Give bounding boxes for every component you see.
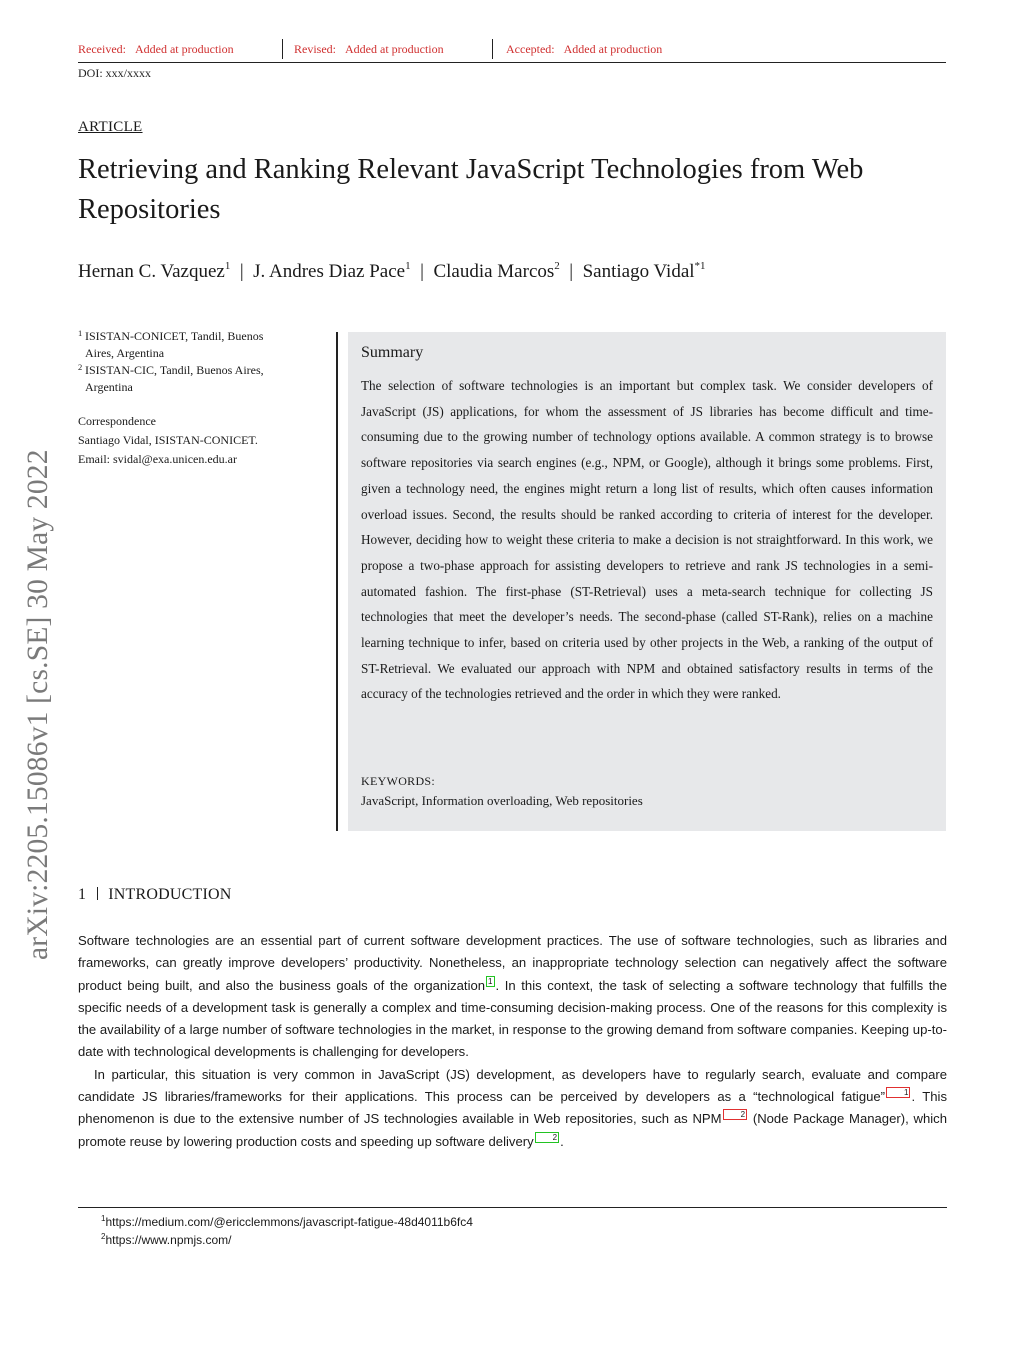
author: J. Andres Diaz Pace$^1$: [253, 260, 411, 282]
header-divider: [282, 39, 283, 59]
affiliation: 1 ISISTAN-CONICET, Tandil, Buenos: [78, 328, 264, 343]
author: Hernan C. Vazquez$^1$: [78, 260, 231, 282]
paper-title: Retrieving and Ranking Relevant JavaScript Technologies from Web Repositories: [78, 154, 864, 225]
correspondence-email[interactable]: Email: svidal@exa.unicen.edu.ar: [78, 452, 237, 466]
header-divider: [492, 39, 493, 59]
correspondence-name: Santiago Vidal, ISISTAN-CONICET.: [78, 433, 258, 447]
section-heading: 1 INTRODUCTION: [78, 886, 232, 903]
summary-title: Summary: [361, 344, 424, 361]
affiliation: 2 ISISTAN-CIC, Tandil, Buenos Aires,: [78, 362, 264, 377]
summary-box: [348, 332, 946, 831]
article-type-label: ARTICLE: [78, 119, 143, 135]
footnote[interactable]: $^2$https://www.npmjs.com/: [101, 1232, 232, 1247]
footnote-link[interactable]: 1: [886, 1087, 910, 1098]
footnote-rule: [78, 1207, 947, 1208]
summary-text: The selection of software technologies is an important but complex task. We consider developers of JavaScript (JS) applications, for whom the assessment of JS libraries has become difficult and time-consuming due to the growing number of technology options available. A common strategy is to browse software repositories via search engines (e.g., NPM, or Google), although it brings some problems. First, given a technology need, the engines might return a long list of results, which often causes information overload issues. Second, the results should be ranked according to criteria of interest for the developer. However, deciding how to weight these criteria to make a decision is not straightforward. In this work, we propose a two-phase approach for assisting developers to retrieve and rank JS technologies in a semi-automated fashion. The first-phase (ST-Retrieval) uses a meta-search technique for collecting JS technologies that meet the developer’s needs. The second-phase (called ST-Rank), relies on a machine learning technique to infer, based on criteria used by other projects in the Web, a ranking of the output of ST-Retrieval. We evaluated our approach with NPM and obtained satisfactory results in terms of the accuracy of the technologies retrieved and the order in which they were ranked.: [361, 378, 933, 702]
footnote[interactable]: $^1$https://medium.com/@ericclemmons/javascript-fatigue-48d4011b6fc4: [101, 1214, 473, 1229]
accepted-date: Accepted: Added at production: [506, 42, 663, 56]
arxiv-identifier[interactable]: arXiv:2205.15086v1 [cs.SE] 30 May 2022: [22, 449, 54, 960]
body-text: [78, 930, 947, 1153]
column-divider: [336, 332, 338, 831]
paragraph: Software technologies are an essential part of current software development practices. The use of software technologies, such as libraries and frameworks, can greatly improve developers’ productivity. Nonetheless, an inappropriate technology selection can negatively affect the software product being built, and also the business goals of the organization 1 . In this context, the task of selecting a software technology that fulfills the specific needs of a development task is generally a complex and time-consuming decision-making process. One of the reasons for this complexity is the availability of a large number of software technologies in the market, in response to the growing demand from software companies. Keeping up-to-date with technological developments is challenging for developers.: [78, 933, 947, 1060]
correspondence-label: Correspondence: [78, 414, 156, 428]
citation-link[interactable]: 2: [535, 1132, 559, 1143]
citation-link[interactable]: 1: [488, 976, 493, 986]
doi[interactable]: DOI: xxx/xxxx: [78, 66, 151, 80]
keywords: JavaScript, Information overloading, Web repositories: [361, 793, 643, 808]
author-list: Hernan C. Vazquez$^1$ | J. Andres Diaz Pace$^1$ | Claudia Marcos$^2$ | Santiago Vidal$^{*1}$: [78, 260, 706, 282]
correspondence: [78, 412, 258, 469]
journal-header: [78, 42, 946, 63]
footnote-link[interactable]: 2: [723, 1109, 747, 1120]
author: Claudia Marcos$^2$: [433, 260, 560, 282]
received-date: Received: Added at production: [78, 42, 234, 56]
revised-date: Revised: Added at production: [294, 42, 444, 56]
paragraph: In particular, this situation is very common in JavaScript (JS) development, as developers have to regularly search, evaluate and compare candidate JS libraries/frameworks for their applications. This process can be perceived by developers as a “technological fatigue” 1 . This phenomenon is due to the extensive number of JS technologies available in Web repositories, such as NPM 2 (Node Package Manager), which promote reuse by lowering production costs and speeding up software delivery 2 .: [78, 1066, 948, 1149]
author: Santiago Vidal$^{*1}$: [582, 260, 706, 282]
keywords-label: KEYWORDS:: [361, 774, 436, 788]
affiliations: 1 ISISTAN-CONICET, Tandil, Buenos Aires, Argentina 2 ISISTAN-CIC, Tandil, Buenos Aires, Argentina: [78, 328, 313, 396]
